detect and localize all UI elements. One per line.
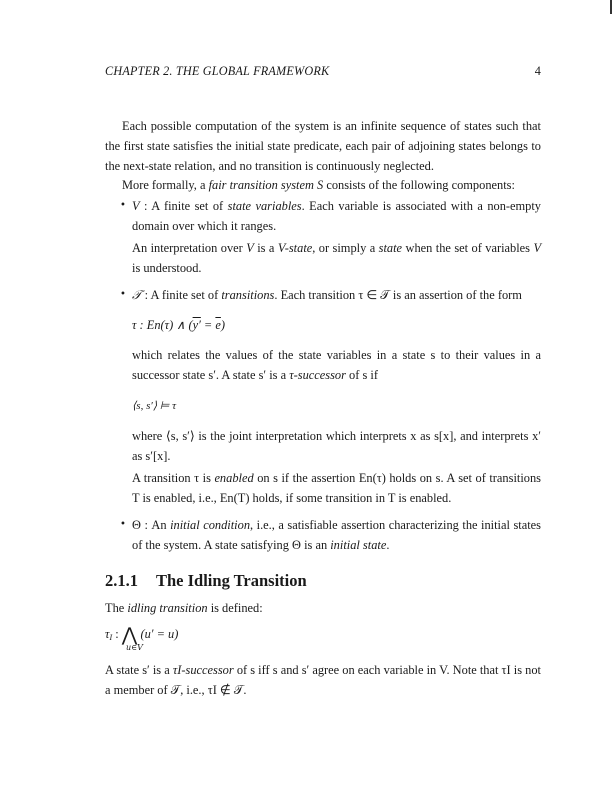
formula-satisfaction: ⟨s, s′⟩ ⊨ τ bbox=[132, 400, 177, 412]
term-initial-state: initial state bbox=[330, 538, 387, 552]
term-state: state bbox=[378, 241, 403, 255]
text-span: is defined: bbox=[207, 601, 263, 615]
text-span: on s if the assertion En(τ) holds on s. A set of transitions T is enabled, i.e., En(T) holds, if some transition in T is enabled. bbox=[132, 471, 541, 505]
text-span: is a bbox=[253, 241, 278, 255]
idling-successor-paragraph bbox=[105, 660, 541, 700]
text-span: The bbox=[105, 601, 128, 615]
text-span: which relates the values of the state variables in a state s to their values in a successor state s′. A state s′ is a bbox=[132, 348, 541, 382]
item-enabled-paragraph bbox=[132, 468, 541, 508]
term-transitions: transitions bbox=[221, 288, 275, 302]
symbol-v: V bbox=[533, 241, 542, 255]
formula-part: τ bbox=[105, 627, 110, 641]
term-tau-i-successor: τI-successor bbox=[172, 663, 234, 677]
formula-underscript: u∈V bbox=[126, 643, 143, 652]
intro-paragraph: Each possible computation of the system is an infinite sequence of states such that the first state satisfies the initial state predicate, each pair of adjoining states belongs to the next-state relation, and no transition is continuously neglected. bbox=[105, 119, 541, 173]
formula-subscript: I bbox=[109, 633, 113, 642]
formula-part: ) bbox=[220, 318, 226, 332]
term-v-state: V-state bbox=[277, 241, 313, 255]
formula-transition bbox=[132, 315, 225, 335]
formula-part: y′ bbox=[192, 318, 201, 332]
bullet-icon: • bbox=[120, 289, 126, 300]
text-span: of s if bbox=[345, 368, 378, 382]
text-span: . Each variable is associated with a non-empty domain over which it ranges. bbox=[132, 199, 542, 233]
term-state-variables: state variables bbox=[227, 199, 302, 213]
formula-part: = bbox=[200, 318, 216, 332]
item-v-interpretation bbox=[132, 238, 541, 278]
item-relates-paragraph bbox=[132, 345, 541, 385]
text-span: is understood. bbox=[132, 261, 202, 275]
term-initial-condition: initial condition bbox=[170, 518, 251, 532]
text-span: of s iff s and s′ agree on each variable in V. Note that τI is not a member of 𝒯, i.e., τI ∉ 𝒯. bbox=[105, 663, 541, 697]
bullet-icon: • bbox=[120, 519, 126, 530]
symbol-script-t: 𝒯 bbox=[132, 288, 142, 302]
text-span: An interpretation over bbox=[132, 241, 247, 255]
chapter-title: CHAPTER 2. THE GLOBAL FRAMEWORK bbox=[105, 64, 330, 78]
text-span: consists of the following components: bbox=[323, 178, 515, 192]
text-span: , i.e., a satisfiable assertion characterizing the initial states of the system. A state satisfying Θ is an bbox=[132, 518, 541, 552]
text-span: . bbox=[386, 538, 390, 552]
formal-definition-paragraph bbox=[105, 175, 541, 195]
item-initial-condition bbox=[132, 515, 541, 555]
text-span: when the set of variables bbox=[402, 241, 534, 255]
text-span: , or simply a bbox=[312, 241, 379, 255]
term-enabled: enabled bbox=[214, 471, 254, 485]
formula-part: : bbox=[112, 627, 122, 641]
big-and-symbol: ⋀ bbox=[121, 625, 138, 646]
symbol-v: V bbox=[246, 241, 254, 255]
running-header bbox=[105, 64, 541, 79]
formula-part: $\overline{e}$ bbox=[215, 318, 221, 332]
item-where-paragraph: where ⟨s, s′⟩ is the joint interpretation which interprets x as s[x], and interprets x′ as s′[x]. bbox=[132, 429, 541, 463]
text-span: : An bbox=[140, 518, 171, 532]
term-fair-transition-system: fair transition system S bbox=[208, 178, 324, 192]
formula-part: (u′ = u) bbox=[140, 627, 179, 641]
section-number: 2.1.1 bbox=[105, 571, 138, 590]
text-span: A transition τ is bbox=[132, 471, 215, 485]
text-span: : A finite set of bbox=[139, 199, 228, 213]
text-span: More formally, a bbox=[122, 178, 209, 192]
symbol-v: V bbox=[132, 199, 140, 213]
text-span: A state s′ is a bbox=[105, 663, 173, 677]
item-transitions bbox=[132, 285, 541, 305]
term-tau-successor: τ-successor bbox=[289, 368, 346, 382]
bullet-icon: • bbox=[120, 200, 126, 211]
idling-definition-intro bbox=[105, 598, 263, 618]
item-state-variables bbox=[132, 196, 541, 236]
formula-part: τ : En(τ) ∧ ( bbox=[132, 318, 193, 332]
text-span: . Each transition τ ∈ 𝒯 is an assertion of the form bbox=[274, 288, 522, 302]
section-heading bbox=[105, 571, 307, 591]
section-title: The Idling Transition bbox=[156, 571, 307, 590]
text-span: : A finite set of bbox=[141, 288, 222, 302]
symbol-theta: Θ bbox=[132, 518, 141, 532]
page-number: 4 bbox=[534, 64, 541, 78]
term-idling-transition: idling transition bbox=[127, 601, 208, 615]
